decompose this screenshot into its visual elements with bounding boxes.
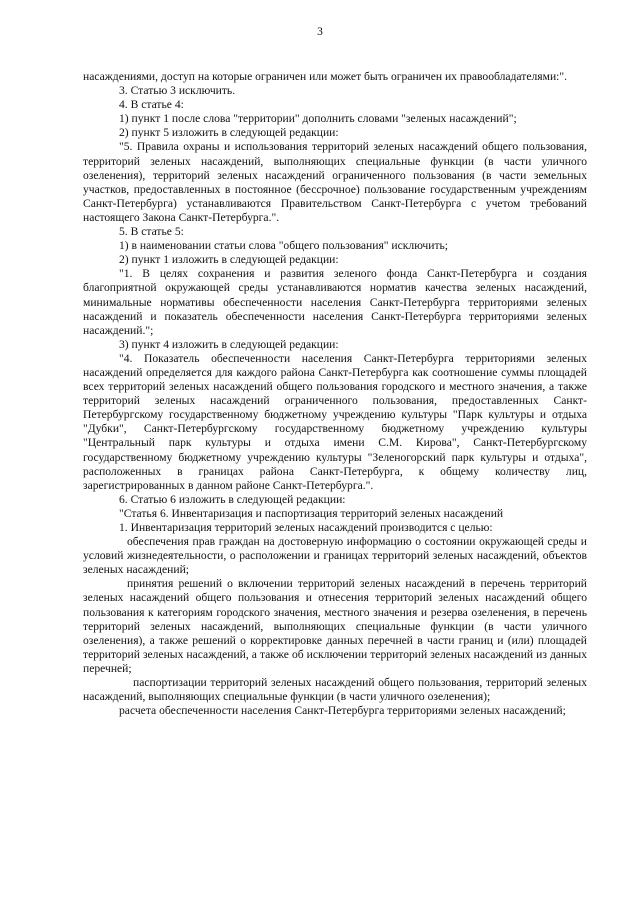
paragraph-13: 6. Статью 6 изложить в следующей редакции: [119, 492, 346, 506]
paragraph-11: 3) пункт 4 изложить в следующей редакции: [119, 337, 339, 351]
paragraph-8: 1) в наименовании статьи слова "общего пользования" исключить; [119, 239, 449, 253]
paragraph-7: 5. В статье 5: [119, 225, 184, 239]
paragraph-12: "4. Показатель обеспеченности населения Санкт-Петербурга территориями зеленых насаждений определяется для каждого района Санкт-Петербурга как соотношение суммы площадей всех территорий зеленых насаждений общего пользования городского и местного значения, а также территорий зеленых насаждений ограниченного пользования, предоставленных Санкт-Петербургскому государственному бюджетному учреждению культуры "Парк культуры и отдыха "Дубки", Санкт-Петербургскому государственному бюджетному учреждению культуры "Центральный парк культуры и отдыха имени С.М. Кирова", Санкт-Петербургскому государственному бюджетному учреждению культуры "Зеленогорский парк культуры и отдыха", расположенных в границах района Санкт-Петербурга, к общему количеству лиц, зарегистрированных в данном районе Санкт-Петербурга.". [83, 351, 587, 492]
paragraph-17: принятия решений о включении территорий зеленых насаждений в перечень территорий зеленых насаждений общего пользования и отнесения территорий зеленых насаждений общего пользования к категориям городского значения, местного значения и резерва озеленения, в перечень территорий зеленых насаждений, выполняющих специальные функции (в части уличного озеленения), а также решений о корректировке данных перечней в части границ и (или) площадей территорий зеленых насаждений, а также об исключении территорий зеленых насаждений из данных перечней; [83, 577, 587, 675]
paragraph-16: обеспечения прав граждан на достоверную информацию о состоянии окружающей среды и условий жизнедеятельности, о расположении и границах территорий зеленых насаждений, объектов зеленых насаждений; [83, 535, 587, 577]
paragraph-2: 3. Статью 3 исключить. [119, 84, 236, 98]
document-body [83, 70, 587, 718]
paragraph-19: расчета обеспеченности населения Санкт-Петербурга территориями зеленых насаждений; [119, 704, 566, 718]
page-number: 3 [317, 26, 323, 38]
paragraph-3: 4. В статье 4: [119, 98, 184, 112]
paragraph-6: "5. Правила охраны и использования территорий зеленых насаждений общего пользования, территорий зеленых насаждений, выполняющих специальные функции (в части уличного озеленения), территорий зеленых насаждений ограниченного пользования (в части земельных участков, предоставленных в постоянное (бессрочное) пользование государственным учреждениям Санкт-Петербурга) устанавливаются Правительством Санкт-Петербурга с учетом требований настоящего Закона Санкт-Петербурга.". [83, 140, 587, 224]
paragraph-14: "Статья 6. Инвентаризация и паспортизация территорий зеленых насаждений [119, 506, 504, 520]
paragraph-9: 2) пункт 1 изложить в следующей редакции: [119, 253, 339, 267]
paragraph-1: насаждениями, доступ на которые ограничен или может быть ограничен их правообладателями:". [83, 70, 567, 83]
paragraph-4: 1) пункт 1 после слова "территории" дополнить словами "зеленых насаждений"; [119, 112, 517, 126]
paragraph-18: паспортизации территорий зеленых насаждений общего пользования, территорий зеленых насаждений, выполняющих специальные функции (в части уличного озеленения); [83, 676, 587, 704]
paragraph-5: 2) пункт 5 изложить в следующей редакции: [119, 126, 339, 140]
paragraph-15: 1. Инвентаризация территорий зеленых насаждений производится с целью: [119, 521, 493, 534]
paragraph-10: "1. В целях сохранения и развития зеленого фонда Санкт-Петербурга и создания благоприятной окружающей среды устанавливаются норматив качества зеленых насаждений, минимальные нормативы обеспеченности населения Санкт-Петербурга территориями зеленых насаждений и показатель обеспеченности населения Санкт-Петербурга территориями зеленых насаждений."; [83, 267, 587, 337]
